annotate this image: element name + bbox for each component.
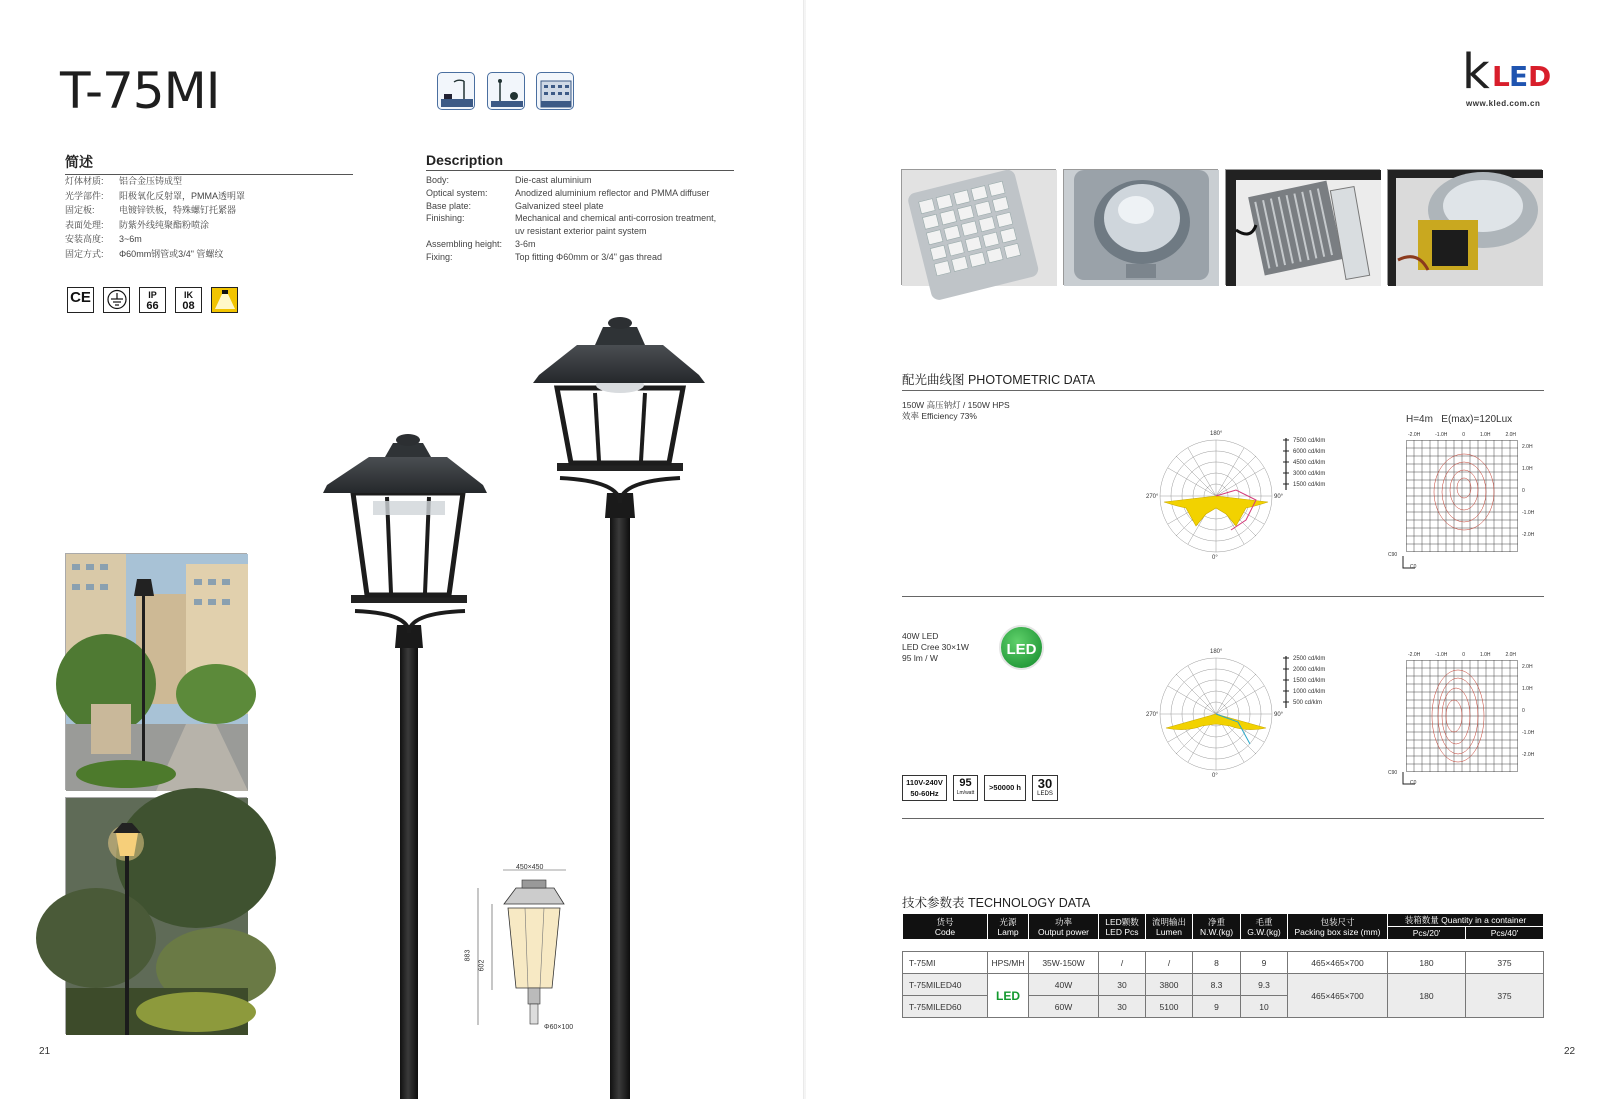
hps-description [902,400,1010,422]
col-led-pcs [1099,914,1146,940]
spec-key: 灯体材质: [65,176,104,186]
cell-gw: 9 [1241,952,1288,974]
photometric-divider [902,390,1544,391]
lifetime-badge: >50000 h [984,775,1026,801]
grid-x-label: -1.0H [1435,432,1448,438]
hps-lamp-line: 150W 高压钠灯 / 150W HPS [902,400,1010,410]
model-title: T-75MI [60,62,220,120]
kled-logo-mark [1462,44,1552,100]
cn-spec-row [65,232,365,247]
isolux-title: H=4m E(max)=120Lux [1406,414,1513,425]
polar-scale-hps [1293,436,1325,491]
spec-key: Optical system: [426,187,488,198]
cn-spec-row [65,247,365,262]
cell-pcs: 30 [1099,974,1146,996]
header-cn: 净重 [1207,916,1225,927]
isolux-grid-hps [1388,412,1546,572]
spec-key: Body: [426,175,450,185]
drawing-pipe-dim: Φ60×100 [544,1024,574,1031]
col-nw [1193,914,1241,940]
cell-code: T-75MI [903,952,988,974]
en-section-heading: Description [426,152,734,171]
led-count-value: 30 [1037,776,1053,791]
angle-180: 180° [1210,431,1223,437]
header-cn: 货号 [936,916,954,927]
cell-q20: 180 [1388,952,1466,974]
grid-x-label: 1.0H [1479,652,1491,658]
hps-efficiency-line: 效率 Efficiency 73% [902,411,977,421]
col-container: 装箱数量 Quantity in a container [1388,914,1544,927]
block-divider-1 [902,596,1544,597]
header-cn: 流明输出 [1151,916,1186,927]
grid-y-label: -2.0H [1522,532,1535,538]
ce-mark-icon: CE [67,287,94,313]
col-power [1029,914,1099,940]
en-spec-list [426,174,746,264]
svg-text:k: k [1462,44,1490,100]
cell-lamp: LED [988,974,1029,1018]
spec-value: 阳极氧化反射罩，PMMA透明罩 [119,190,246,201]
cell-q40: 375 [1465,974,1543,1018]
col-box [1288,914,1388,940]
col-lumen [1146,914,1193,940]
header-en: Packing box size (mm) [1294,926,1381,937]
grid-y-labels [1522,436,1534,546]
street-lamp-icon [437,72,475,110]
scale-label: 3000 cd/klm [1293,471,1326,477]
grid-y-label: 1.0H [1522,466,1533,472]
cell-q20: 180 [1388,974,1466,1018]
drawing-total-height: 883 [464,949,472,962]
spec-value: Die-cast aluminium [515,175,592,185]
angle-0: 0° [1212,555,1218,561]
svg-text:D: D [1528,60,1552,93]
cell-pcs: 30 [1099,996,1146,1018]
spec-value: Φ60mm钢管或3/4" 管螺纹 [119,248,224,259]
technology-table [902,913,1544,1018]
spec-key: Assembling height: [426,238,503,249]
scale-label: 500 cd/klm [1293,700,1323,706]
spec-key: Base plate: [426,200,472,211]
cell-power: 35W-150W [1029,952,1099,974]
efficacy-badge [953,775,978,801]
ground-class-icon [103,287,130,313]
header-en: Lumen [1156,926,1182,937]
cn-spec-row [65,174,365,189]
en-spec-row [426,174,746,187]
header-en: LED Pcs [1105,926,1139,937]
light-distribution-icon [211,287,238,313]
svg-text:E: E [1509,60,1529,93]
header-en: G.W.(kg) [1247,926,1281,937]
grid-y-label: -2.0H [1522,752,1535,758]
cell-nw: 8.3 [1193,974,1241,996]
night-scene-photo [65,797,247,1034]
spec-key: 安装高度: [65,234,104,244]
grid-x-label: -2.0H [1408,432,1421,438]
cell-lumen: 3800 [1146,974,1193,996]
angle-180: 180° [1210,649,1223,655]
ip-value: 66 [146,300,159,312]
grid-x-label: 0 [1462,432,1466,438]
kled-logo [1462,44,1592,114]
right-page [806,0,1610,1099]
c90-label: C90 [1388,552,1398,558]
building-icon [536,72,574,110]
header-cn: LED颗数 [1105,916,1139,927]
cell-gw: 10 [1241,996,1288,1018]
led-efficacy-line: 95 lm / W [902,653,938,663]
cell-code: T-75MILED40 [903,974,988,996]
header-cn: 功率 [1054,916,1072,927]
en-spec-row [426,238,746,251]
drawing-top-dim: 450×450 [516,864,544,871]
efficacy-value: 95 [959,777,972,789]
logo-url: www.kled.com.cn [1466,99,1541,108]
spacer-cell [903,940,1544,952]
table-row [903,974,1544,996]
led-chip-line: LED Cree 30×1W [902,642,969,652]
c0-label: C0 [1410,780,1417,786]
col-gw [1241,914,1288,940]
page-number-left: 21 [39,1046,51,1057]
daytime-scene-photo [65,553,247,790]
grid-x-labels [1408,432,1516,438]
spec-value: 3-6m [515,238,536,249]
en-spec-row [426,200,746,213]
spec-value: 电镀锌铁板，特殊螺钉托紧器 [119,205,237,215]
scale-label: 4500 cd/klm [1293,460,1326,466]
header-en: Code [934,926,956,937]
spec-key: 固定板: [65,205,95,215]
cell-box: 465×465×700 [1288,974,1388,1018]
isolux-grid-led [1388,644,1546,794]
cell-power: 40W [1029,974,1099,996]
grid-x-label: -2.0H [1408,652,1421,658]
col-lamp [988,914,1029,940]
reflector-thumb [1063,169,1218,285]
cell-lamp: HPS/MH [988,952,1029,974]
led-power-line: 40W LED [902,631,939,641]
cn-spec-row [65,218,365,233]
spec-value: 铝合金压铸成型 [119,176,183,186]
grid-y-label: 2.0H [1522,444,1533,450]
spec-value: Anodized aluminium reflector and PMMA diffuser [515,187,710,198]
grid-x-label: -1.0H [1435,652,1448,658]
cell-lumen: 5100 [1146,996,1193,1018]
cell-nw: 9 [1193,996,1241,1018]
cell-lumen: / [1146,952,1193,974]
drawing-body-height: 602 [478,959,486,972]
header-en: N.W.(kg) [1199,926,1234,937]
c0-label: C0 [1410,564,1417,570]
header-en: Output power [1037,926,1090,937]
polar-diagram-hps [1146,430,1346,565]
grid-y-label: 0 [1522,708,1525,714]
ik-label: IK [184,290,193,300]
led-description [902,631,969,664]
cell-box: 465×465×700 [1288,952,1388,974]
grid-x-label: 2.0H [1505,432,1516,438]
en-spec-row [426,187,746,200]
cell-q40: 375 [1465,952,1543,974]
col-code [903,914,988,940]
table-row [903,952,1544,974]
header-cn: 光源 [999,916,1017,927]
ip-rating-icon [139,287,166,313]
angle-90: 90° [1274,494,1284,500]
header-cn: 包装尺寸 [1320,916,1355,927]
cell-code: T-75MILED60 [903,996,988,1018]
voltage-badge [902,775,947,801]
scale-label: 6000 cd/klm [1293,449,1326,455]
spec-key: 固定方式: [65,248,104,259]
en-spec-row [426,212,746,225]
photometric-heading: 配光曲线图 PHOTOMETRIC DATA [902,373,1096,387]
block-divider-2 [902,818,1544,819]
en-spec-row [426,251,746,264]
cell-power: 60W [1029,996,1099,1018]
en-spec-row [426,225,746,238]
angle-0: 0° [1212,773,1218,779]
angle-270: 270° [1146,712,1159,718]
spec-value: Mechanical and chemical anti-corrosion treatment, [515,213,717,224]
spec-value: 防紫外线纯聚酯粉喷涂 [119,219,210,230]
col-pcs40: Pcs/40' [1465,927,1543,940]
scale-label: 1000 cd/klm [1293,689,1326,695]
c90-label: C90 [1388,770,1398,776]
spec-value: Galvanized steel plate [515,200,604,211]
table-header-row [903,914,1544,927]
ik-rating-icon [175,287,202,313]
grid-x-label: 1.0H [1479,432,1491,438]
spec-key: 光学部件: [65,190,104,201]
spec-key: Finishing: [426,213,465,224]
cell-gw: 9.3 [1241,974,1288,996]
scale-label: 2500 cd/klm [1293,656,1326,662]
scale-label: 1500 cd/klm [1293,678,1326,684]
grid-x-label: 2.0H [1505,652,1516,658]
scale-label: 2000 cd/klm [1293,667,1326,673]
led-count-badge [1032,775,1058,801]
polar-diagram-led [1146,648,1346,783]
scale-label: 7500 cd/klm [1293,438,1326,444]
spec-value: 3~6m [119,234,142,244]
grid-x-labels [1408,652,1516,658]
grid-y-label: 0 [1522,488,1525,494]
spec-value: uv resistant exterior paint system [515,226,647,237]
efficacy-unit: Lm/watt [956,790,975,796]
spec-key: Fixing: [426,251,453,262]
grid-y-labels [1522,656,1534,766]
header-cn: 毛重 [1255,916,1273,927]
left-page [0,0,804,1099]
ik-value: 08 [182,300,195,312]
grid-y-label: -1.0H [1522,510,1535,516]
col-pcs20: Pcs/20' [1388,927,1466,940]
spec-value: Top fitting Φ60mm or 3/4" gas thread [515,251,662,262]
ip-label: IP [148,290,157,300]
led-badge-icon: LED [999,625,1044,670]
cn-spec-list [65,174,365,261]
cell-nw: 8 [1193,952,1241,974]
grid-y-label: 1.0H [1522,686,1533,692]
dimension-drawing [464,860,590,1036]
cn-spec-row [65,189,365,204]
table-spacer-row [903,940,1544,952]
scale-label: 1500 cd/klm [1293,482,1326,488]
voltage-range: 110V-240V [906,778,943,787]
grid-y-label: 2.0H [1522,664,1533,670]
frequency-range: 50-60Hz [910,789,939,798]
grid-x-label: 0 [1462,652,1466,658]
heatsink-thumb [1225,169,1380,285]
svg-text:L: L [1492,60,1510,93]
cn-section-heading: 简述 [65,152,353,175]
technology-heading: 技术参数表 TECHNOLOGY DATA [902,896,1091,910]
cn-spec-row [65,203,365,218]
polar-scale-led [1293,654,1325,709]
page-number-right: 22 [1564,1046,1576,1057]
angle-90: 90° [1274,712,1284,718]
led-module-thumb [901,169,1056,285]
angle-270: 270° [1146,494,1159,500]
led-count-unit: LEDS [1037,791,1053,797]
grid-y-label: -1.0H [1522,730,1535,736]
header-en: Lamp [997,926,1019,937]
park-lamp-icon [487,72,525,110]
spec-key: 表面处理: [65,219,104,230]
cell-pcs: / [1099,952,1146,974]
gear-tray-thumb [1387,169,1542,285]
